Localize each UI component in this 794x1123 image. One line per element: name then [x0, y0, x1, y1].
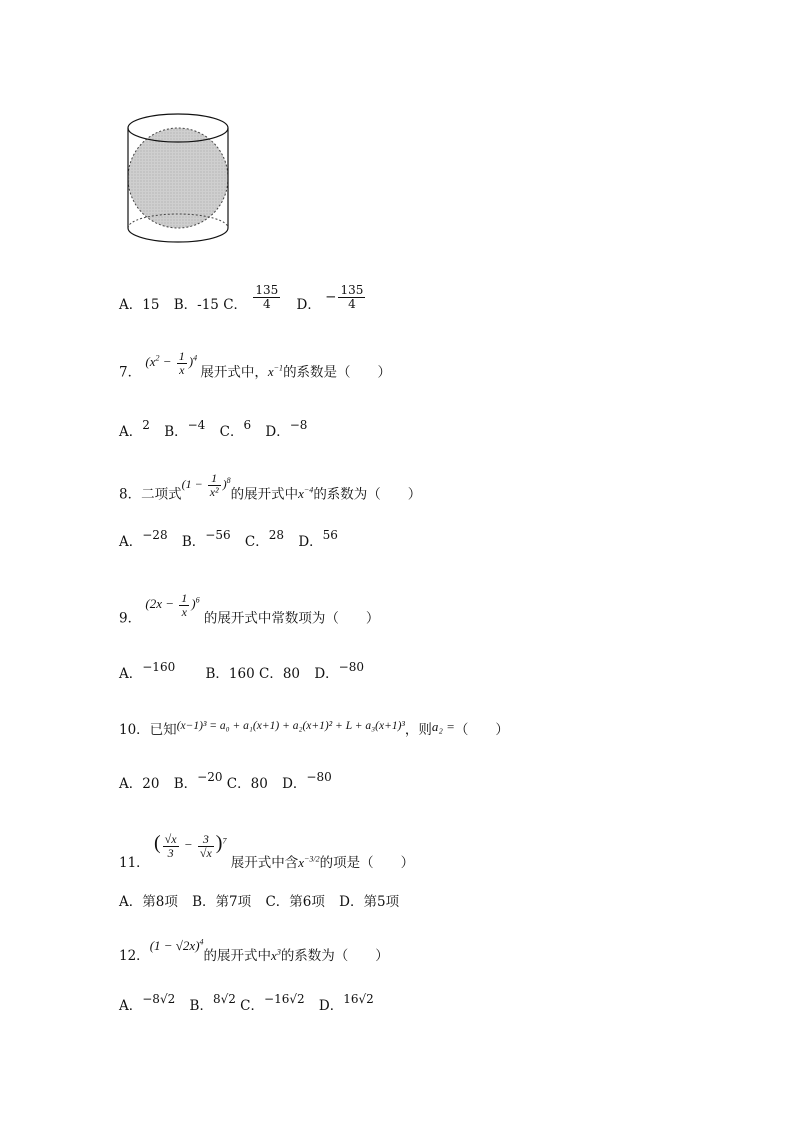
q10-expression: (x−1)³ = a₀ + a₁(x+1) + a₂(x+1)² + L + a₃(x+1)³	[176, 720, 405, 732]
q9-option-b: B．160	[205, 666, 255, 682]
q12-number: 12．	[119, 948, 150, 964]
q11-option-c: C．第6项	[265, 894, 325, 910]
q12-option-a: A．	[119, 998, 143, 1014]
q11-options	[119, 890, 399, 910]
q7-text-2: 的系数是（ ）	[283, 364, 392, 381]
q11-option-b: B．第7项	[192, 894, 252, 910]
q11-number: 11．	[119, 855, 150, 871]
q6-option-d-sign: −	[325, 289, 337, 305]
q12-term: $x^3$	[271, 947, 281, 963]
q10-option-d: D．	[282, 776, 307, 792]
q9-option-d: D．	[314, 666, 339, 682]
q8-expression: (1 − $\frac{1}{\text{x²}}$ )$^8$	[181, 471, 231, 499]
q9-option-a: A．	[119, 666, 143, 682]
q8-text-2: 的系数为（ ）	[313, 486, 422, 503]
q9-text-1: 的展开式中常数项为（ ）	[203, 610, 380, 627]
q7-number: 7．	[119, 364, 142, 381]
q8-option-a: A．	[119, 534, 143, 550]
q6-options	[119, 283, 367, 319]
q6-option-d-label: D．	[296, 297, 321, 313]
question-8	[119, 471, 422, 509]
q8-term: $x^{-4}$	[298, 485, 314, 502]
q10-term: a₂ =	[431, 719, 455, 734]
q8-text-1: 的展开式中	[230, 486, 299, 503]
q9-options: A．−160 B．160 C．80 D．−80	[119, 660, 364, 682]
q10-text-1: ，则	[404, 722, 432, 738]
q7-option-c: C．	[219, 424, 244, 440]
q7-option-a: A．	[119, 424, 143, 440]
q10-options: A．20 B．−20 C．80 D．−80	[119, 770, 332, 792]
q12-option-c: C．	[240, 998, 265, 1014]
q10-option-b: B．	[173, 776, 198, 792]
q8-option-c: C．	[244, 534, 269, 550]
q9-expression: (2x − $\frac{1}{x}$ )$^6$	[145, 591, 200, 619]
q7-text-1: 展开式中，	[200, 364, 268, 381]
q11-option-a: A．第8项	[119, 894, 178, 910]
q8-number: 8．二项式	[119, 486, 182, 503]
q8-option-b: B．	[181, 534, 206, 550]
cylinder-bottom-front-arc	[128, 228, 228, 242]
q11-term: $x^{-3/2}$	[298, 854, 320, 870]
q12-options: A．−8√2 B．8√2 C．−16√2 D．16√2	[119, 992, 374, 1014]
q10-text-2: （ ）	[454, 722, 509, 738]
q11-option-d: D．第5项	[339, 894, 400, 910]
q7-term: $x^{-1}$	[267, 364, 284, 380]
question-7	[119, 349, 392, 387]
question-12	[119, 937, 389, 964]
q6-option-b: B．-15	[173, 297, 219, 313]
q6-option-c-fraction: $\frac{135}{4}$	[255, 283, 279, 311]
q11-text-2: 的项是（ ）	[319, 855, 415, 871]
q9-option-c: C．80	[259, 666, 301, 682]
sphere-shape	[128, 128, 228, 228]
q7-expression: ($x^2$ − $\frac{1}{x}$ )$^4$	[145, 349, 198, 377]
q11-text-1: 展开式中含	[230, 855, 299, 871]
q6-option-a: A．15	[119, 297, 160, 313]
q6-option-c-label: C．	[223, 297, 248, 313]
q12-text-2: 的系数为（ ）	[280, 948, 389, 964]
q7-options: A．2 B．−4 C．6 D．−8	[119, 418, 308, 440]
q10-option-a: A．20	[119, 776, 160, 792]
q7-option-d: D．	[265, 424, 290, 440]
q6-option-d-fraction: $\frac{135}{4}$	[340, 283, 364, 311]
cylinder-sphere-figure	[122, 102, 234, 254]
question-10	[119, 718, 509, 738]
q12-text-1: 的展开式中	[203, 948, 272, 964]
q7-option-b: B．	[164, 424, 188, 440]
q12-expression: $(1 - √2x)^4$	[149, 937, 204, 953]
q9-number: 9．	[119, 610, 142, 627]
q10-number: 10．已知	[119, 722, 177, 738]
q8-options: A．−28 B．−56 C．28 D．56	[119, 528, 338, 550]
q10-option-c: C．80	[226, 776, 268, 792]
q11-expression: ( $\frac{√x}{3}$ − $\frac{3}{√x}$ )$^7$	[153, 831, 227, 860]
q12-option-d: D．	[318, 998, 344, 1014]
question-11	[119, 831, 415, 878]
q12-option-b: B．	[189, 998, 213, 1014]
question-9	[119, 591, 380, 633]
q8-option-d: D．	[298, 534, 323, 550]
